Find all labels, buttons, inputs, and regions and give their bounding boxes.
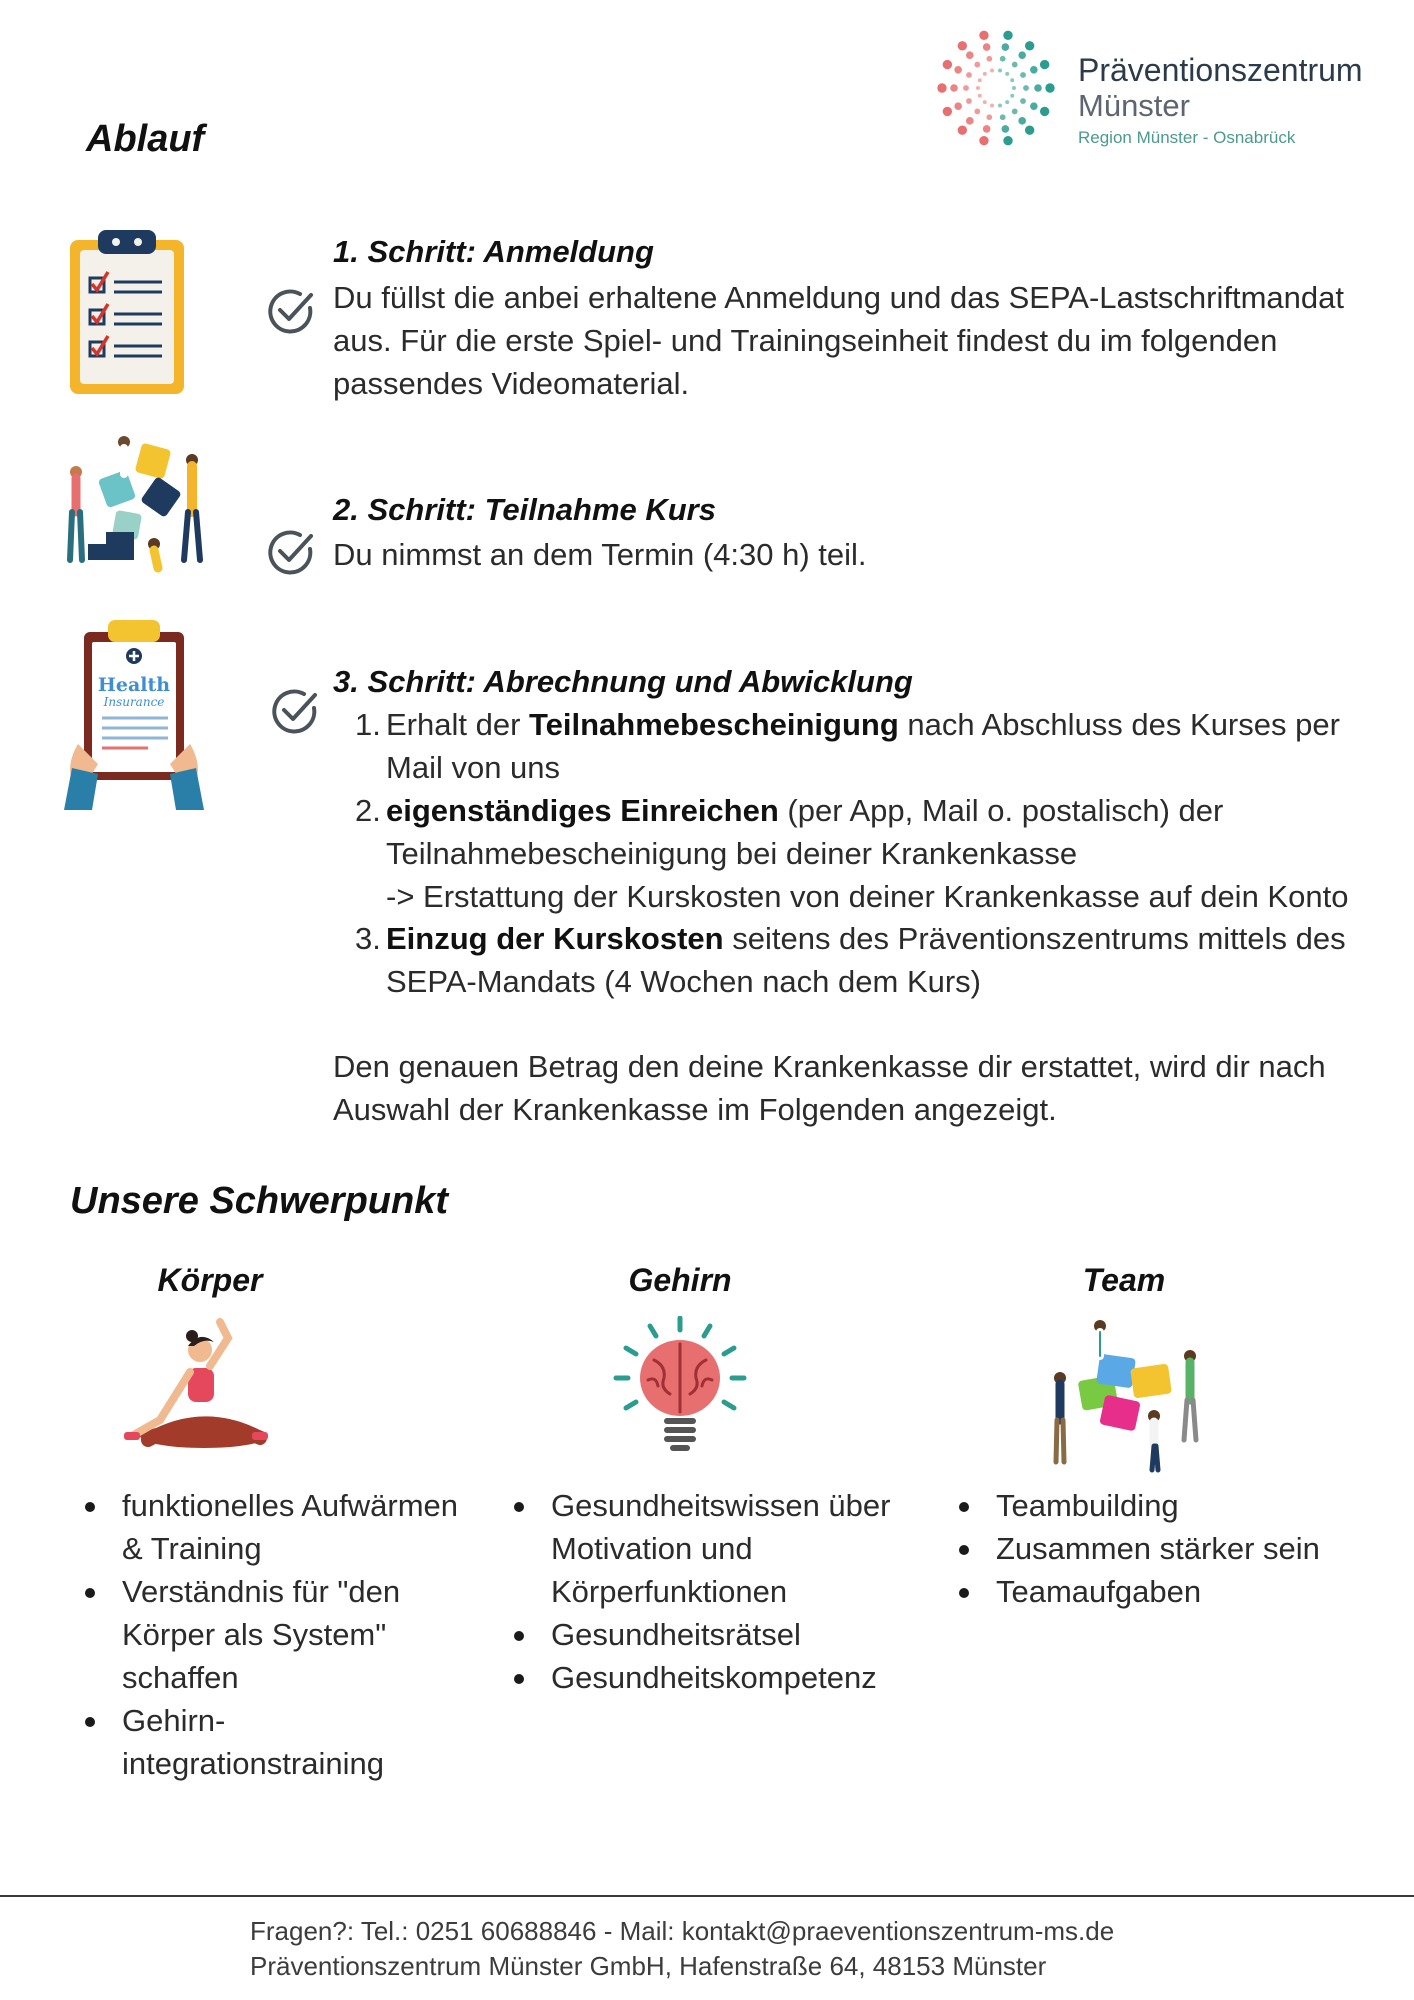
list-item xyxy=(956,1570,1376,1613)
list-text: -> Erstattung der Kurskosten von deiner Krankenkasse auf dein Konto xyxy=(386,879,1349,914)
list-line: Zusammen stärker sein xyxy=(996,1531,1320,1566)
health-label: Health xyxy=(97,674,171,696)
team-puzzle-icon xyxy=(58,432,208,577)
step-1-text xyxy=(333,276,1393,405)
list-bold: Teilnahmebescheinigung xyxy=(529,707,899,742)
list-text: nach Abschluss des Kurses per xyxy=(898,707,1340,742)
list-line: Teambuilding xyxy=(996,1488,1179,1523)
footer-divider xyxy=(0,1895,1414,1897)
list-line: Verständnis für "den xyxy=(122,1574,401,1609)
focus-list-team xyxy=(956,1484,1376,1613)
list-line: Gehirn- xyxy=(122,1703,226,1738)
list-text: Mail von uns xyxy=(386,750,561,785)
list-line: Teamaufgaben xyxy=(996,1574,1202,1609)
list-item xyxy=(511,1484,931,1613)
list-text: Teilnahmebescheinigung bei deiner Krankenkasse xyxy=(386,836,1078,871)
step-2-title: 2. Schritt: Teilnahme Kurs xyxy=(333,492,716,527)
list-item xyxy=(956,1527,1376,1570)
insurance-label: Insurance xyxy=(103,695,165,709)
list-text: seitens des Präventionszentrums mittels des xyxy=(723,921,1346,956)
list-line: funktionelles Aufwärmen xyxy=(122,1488,459,1523)
refund-note-line: Auswahl der Krankenkasse im Folgenden angezeigt. xyxy=(333,1092,1057,1127)
check-circle-icon xyxy=(266,527,316,577)
footer-contact: Fragen?: Tel.: 0251 60688846 - Mail: kontakt@praeventionszentrum-ms.de xyxy=(250,1916,1115,1946)
step-3-title: 3. Schritt: Abrechnung und Abwicklung xyxy=(333,664,913,699)
list-bold: Einzug der Kurskosten xyxy=(386,921,724,956)
logo-region: Region Münster - Osnabrück xyxy=(1078,128,1296,147)
focus-list-koerper xyxy=(82,1484,482,1785)
list-text: SEPA-Mandats (4 Wochen nach dem Kurs) xyxy=(386,964,982,999)
refund-note xyxy=(333,1045,1393,1131)
focus-title-team: Team xyxy=(1082,1262,1166,1298)
list-text: (per App, Mail o. postalisch) der xyxy=(778,793,1224,828)
footer-address: Präventionszentrum Münster GmbH, Hafenstraße 64, 48153 Münster xyxy=(250,1951,1047,1981)
list-item xyxy=(355,703,1375,789)
list-line: Gesundheitsrätsel xyxy=(551,1617,801,1652)
list-line: Körper als System" xyxy=(122,1617,387,1652)
list-line: Gesundheitskompetenz xyxy=(551,1660,877,1695)
list-item xyxy=(355,917,1375,1003)
logo-subtitle: Münster xyxy=(1078,88,1190,123)
list-line: Motivation und xyxy=(551,1531,753,1566)
check-circle-icon xyxy=(266,286,316,336)
list-item xyxy=(956,1484,1376,1527)
list-line: schaffen xyxy=(122,1660,239,1695)
refund-note-line: Den genauen Betrag den deine Krankenkasse dir erstattet, wird dir nach xyxy=(333,1049,1326,1084)
focus-title-gehirn: Gehirn xyxy=(628,1262,732,1298)
list-line: & Training xyxy=(122,1531,262,1566)
list-line: integrationstraining xyxy=(122,1746,384,1781)
clipboard-checklist-icon xyxy=(66,226,190,398)
list-text: Erhalt der xyxy=(386,707,530,742)
logo-title: Präventionszentrum xyxy=(1078,52,1363,88)
list-item xyxy=(82,1484,482,1570)
logo xyxy=(934,26,1374,151)
focus-title-koerper: Körper xyxy=(157,1262,263,1298)
list-item xyxy=(511,1613,931,1656)
step-1-line: aus. Für die erste Spiel- und Trainingseinheit findest du im folgenden xyxy=(333,323,1278,358)
check-circle-icon xyxy=(270,686,320,736)
list-item xyxy=(355,789,1375,918)
list-number: 3. xyxy=(355,921,381,956)
list-line: Gesundheitswissen über xyxy=(551,1488,891,1523)
brain-lightbulb-icon xyxy=(610,1316,750,1456)
list-line: Körperfunktionen xyxy=(551,1574,788,1609)
step-1-title: 1. Schritt: Anmeldung xyxy=(333,234,654,269)
step-2-text: Du nimmst an dem Termin (4:30 h) teil. xyxy=(333,537,867,572)
list-item xyxy=(82,1699,482,1785)
section-heading-ablauf: Ablauf xyxy=(86,118,205,160)
list-item xyxy=(511,1656,931,1699)
dotted-burst-logo-icon xyxy=(934,26,1058,150)
team-puzzle-icon xyxy=(1038,1316,1208,1476)
list-bold: eigenständiges Einreichen xyxy=(386,793,779,828)
step-1-line: Du füllst die anbei erhaltene Anmeldung und das SEPA-Lastschriftmandat xyxy=(333,280,1344,315)
list-number: 2. xyxy=(355,793,381,828)
yoga-woman-icon xyxy=(124,1316,284,1452)
step-1-line: passendes Videomaterial. xyxy=(333,366,690,401)
list-number: 1. xyxy=(355,707,381,742)
list-item xyxy=(82,1570,482,1699)
section-heading-schwerpunkt: Unsere Schwerpunkt xyxy=(70,1180,448,1222)
focus-list-gehirn xyxy=(511,1484,931,1699)
health-insurance-clipboard-icon xyxy=(58,614,210,810)
